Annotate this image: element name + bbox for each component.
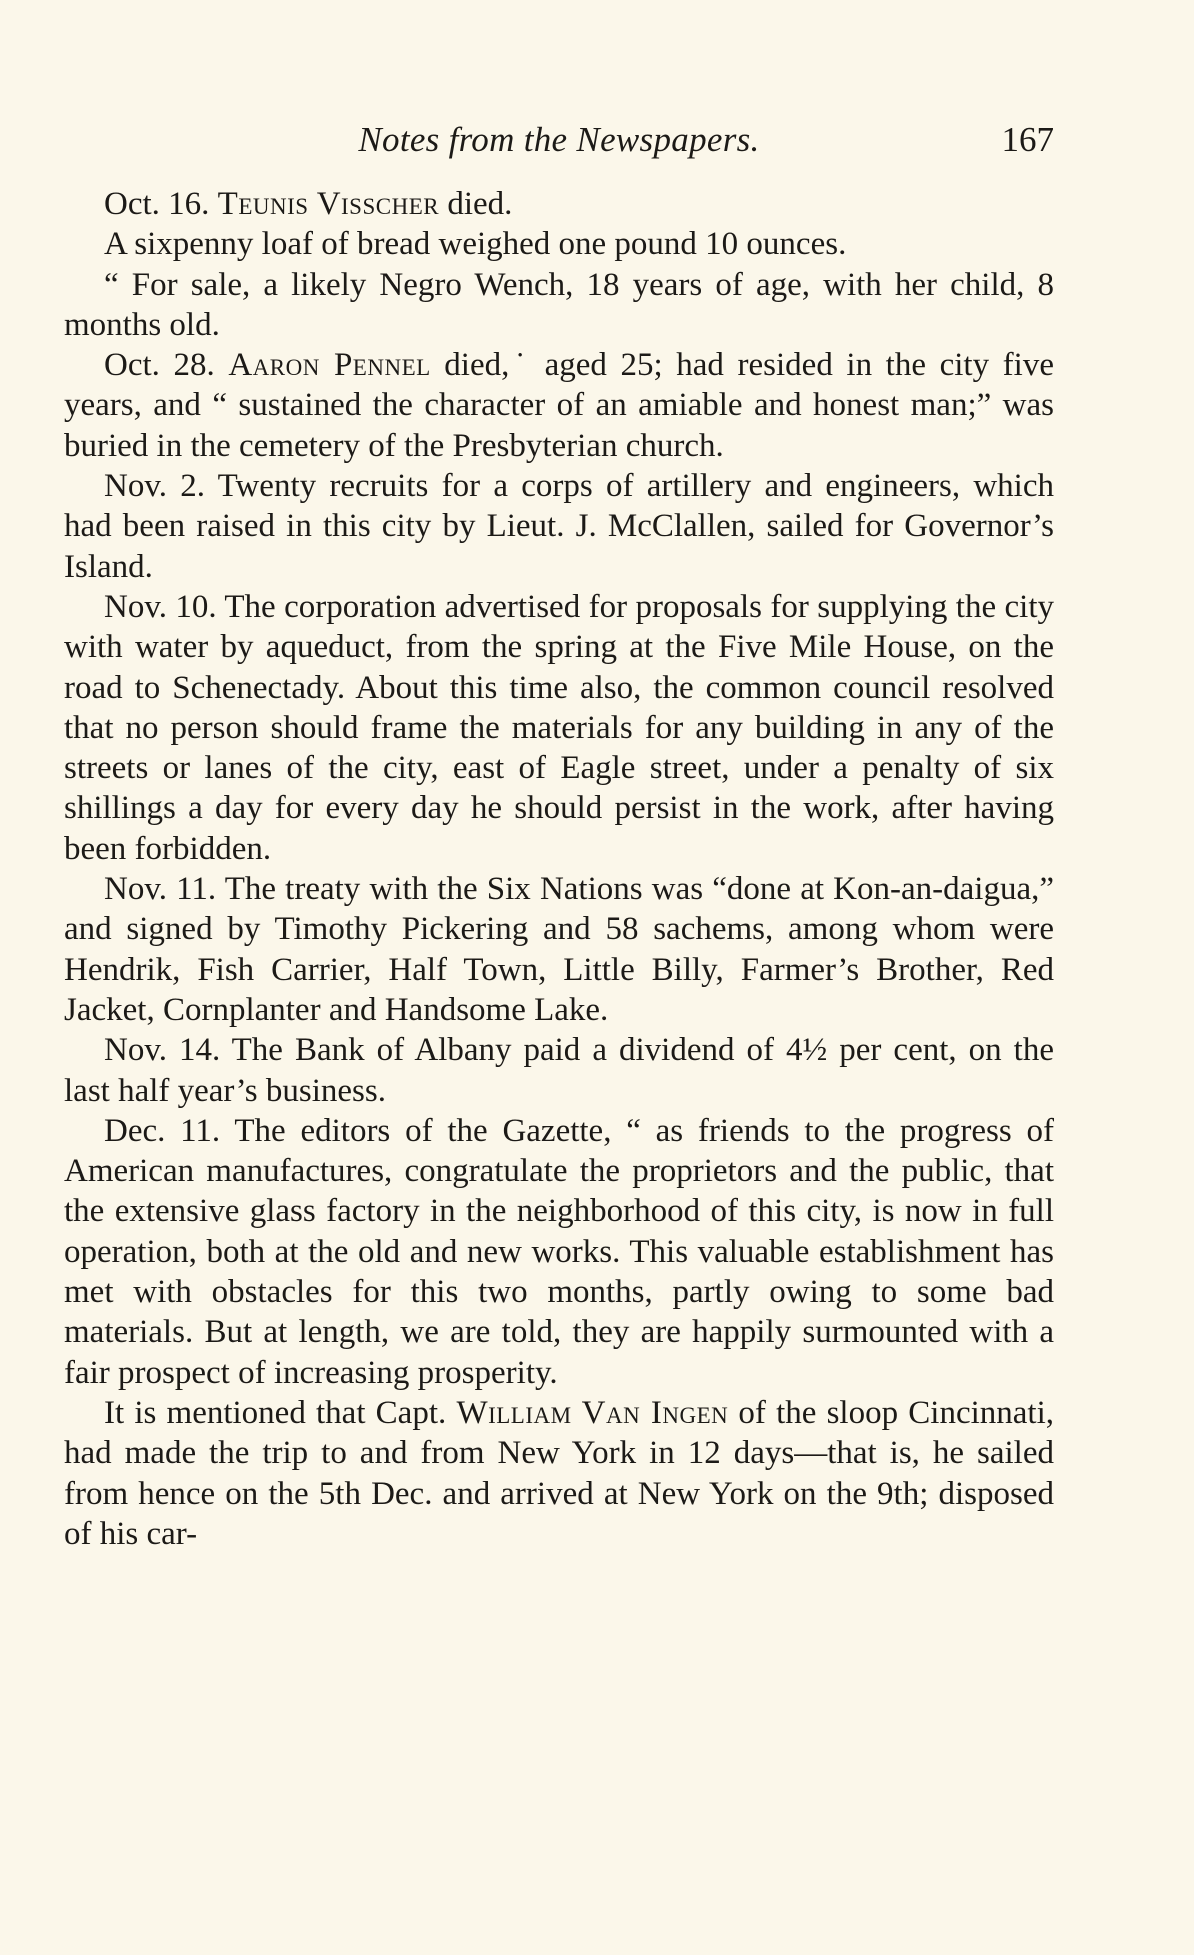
running-title: Notes from the Newspapers. [358, 120, 760, 159]
paragraph-dec-11: Dec. 11. The editors of the Gazette, “ as friends to the progress of American manufactures, congratulate the proprietors and the public, that the extensive glass factory in the neighborhood of this city, is now in full operation, both at the old and new works. This valuable establishment has met with obstacles for this two months, partly owing to some bad materials. But at length, we are told, they are happily surmounted with a fair prospect of increasing prosperity. [64, 1112, 1054, 1391]
paragraph-text: died. [439, 186, 513, 222]
date-text: Oct. 16. [104, 186, 218, 222]
page-number: 167 [1001, 120, 1054, 159]
person-name: Teunis Visscher [217, 186, 440, 222]
paragraph-bread-price: A sixpenny loaf of bread weighed one pound 10 ounces. [104, 226, 847, 263]
date-text: Oct. 28. [104, 347, 229, 384]
paragraph-nov-10: Nov. 10. The corporation advertised for proposals for supplying the city with water by aqueduct, from the spring at the Five Mile House, on the road to Schenectady. About this time also, the common council resolved that no person should frame the materials for any building in any of the streets or lanes of the city, east of Eagle street, under a penalty of six shillings a day for every day he should persist in the work, after having been forbidden. [64, 588, 1054, 867]
paragraph-nov-11: Nov. 11. The treaty with the Six Nations was “done at Kon-an-daigua,” and signed by Timothy Pickering and 58 sachems, among whom were Hendrik, Fish Carrier, Half Town, Little Billy, Farmer’s Brother, Red Jacket, Cornplanter and Handsome Lake. [64, 871, 1054, 1028]
paragraph-text: of the sloop Cincinnati, had made the trip to and from New York in 12 days—that is, he sailed from hence on the 5th Dec. and arrived at New York on the 9th; disposed of his car- [64, 1394, 1055, 1552]
body-text [64, 184, 1054, 1554]
paragraph-sale-notice: “ For sale, a likely Negro Wench, 18 years of age, with her child, 8 months old. [64, 266, 1054, 343]
paragraph-oct-16 [64, 184, 1054, 224]
paragraph-nov-14: Nov. 14. The Bank of Albany paid a dividend of 4½ per cent, on the last half year’s business. [64, 1032, 1054, 1109]
running-head [64, 116, 1054, 164]
person-name: William Van Ingen [456, 1394, 729, 1431]
paragraph-text: died,˙ aged 25; had resided in the city five years, and “ sustained the character of an amiable and honest man;” was buried in the cemetery of the Presbyterian church. [64, 347, 1054, 464]
paragraph-van-ingen [64, 1393, 1054, 1554]
paragraph-text: It is mentioned that Capt. [104, 1394, 457, 1431]
paragraph-nov-2: Nov. 2. Twenty recruits for a corps of artillery and engineers, which had been raised in this city by Lieut. J. McClallen, sailed for Governor’s Island. [64, 468, 1054, 585]
person-name: Aaron Pennel [228, 347, 431, 384]
paragraph-oct-28 [64, 345, 1054, 466]
